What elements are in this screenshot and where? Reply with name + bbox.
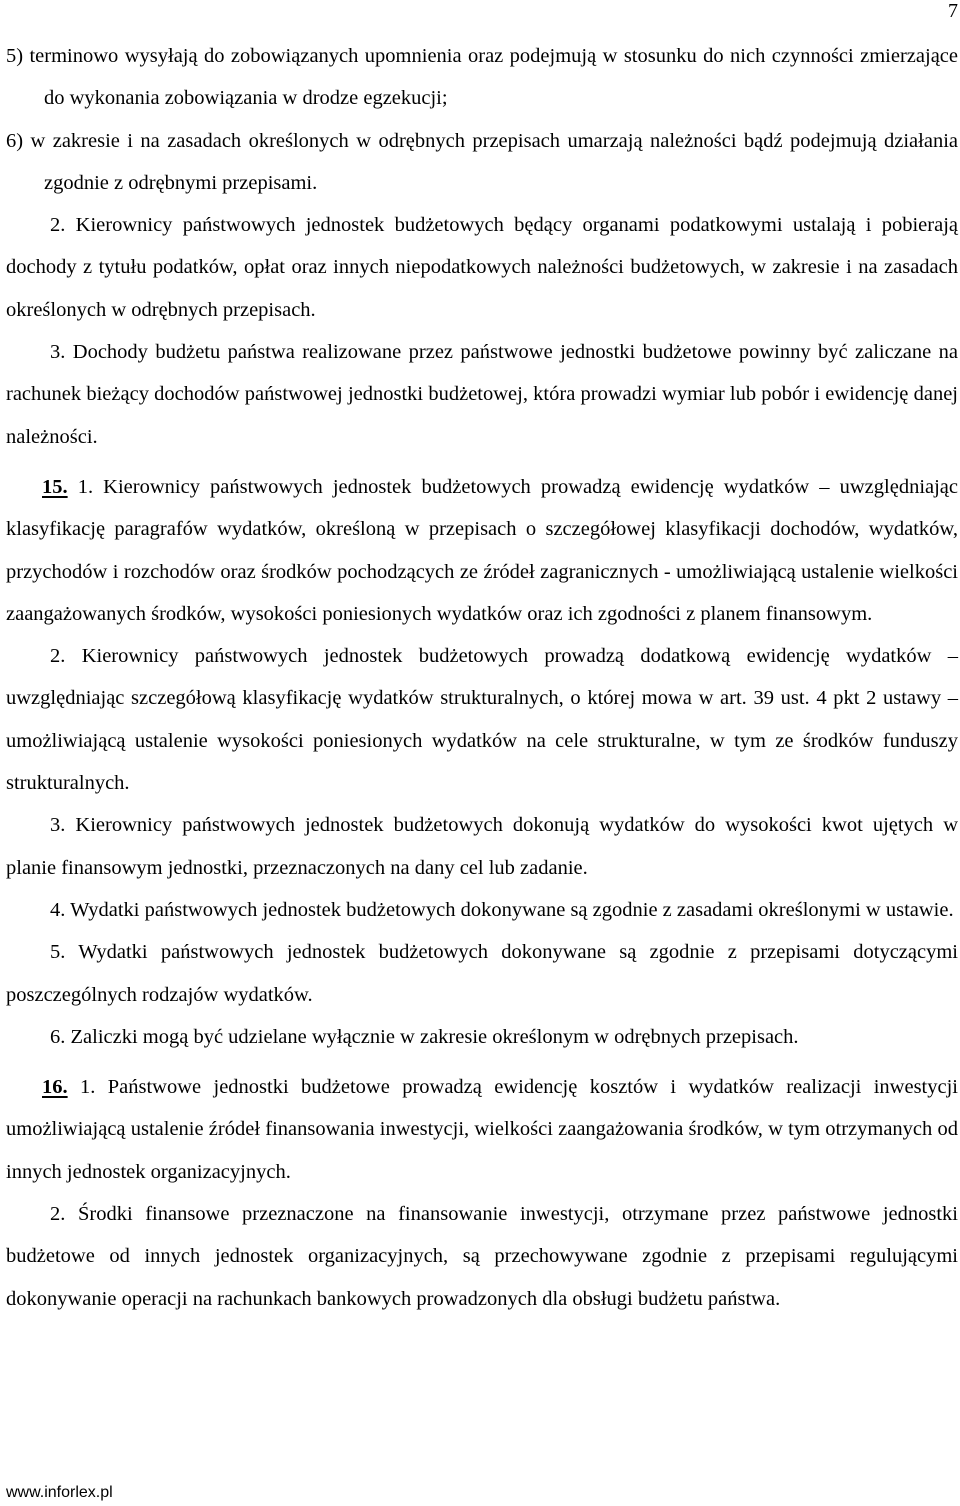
paragraph: 5. Wydatki państwowych jednostek budżetowych dokonywane są zgodnie z przepisami dotyczącymi poszczególnych rodzajów wydatków.: [6, 941, 958, 1006]
paragraph: 4. Wydatki państwowych jednostek budżetowych dokonywane są zgodnie z zasadami określonymi w ustawie.: [50, 898, 954, 921]
footer-url[interactable]: www.inforlex.pl: [6, 1484, 113, 1501]
section-16-number: 16.: [42, 1076, 68, 1099]
section-15-text: 1. Kierownicy państwowych jednostek budżetowych prowadzą ewidencję wydatków – uwzględniając klasyfikację paragrafów wydatków, określoną w przepisach o szczegółowej klasyfikacji dochodów, wydatków, przychodów i rozchodów oraz środków pochodzących ze źródeł zagranicznych - umożliwiającą ustalenie wielkości zaangażowanych środków, wysokości poniesionych wydatków oraz ich zgodności z planem finansowym.: [6, 475, 959, 625]
document-body: [6, 35, 958, 1320]
list-item: 5) terminowo wysyłają do zobowiązanych upomnienia oraz podejmują w stosunku do nich czynności zmierzające do wykonania zobowiązania w drodze egzekucji;: [6, 45, 958, 110]
paragraph: 6. Zaliczki mogą być udzielane wyłącznie w zakresie określonym w odrębnych przepisach.: [50, 1025, 799, 1048]
page-number: 7: [948, 0, 958, 22]
paragraph: 3. Dochody budżetu państwa realizowane przez państwowe jednostki budżetowe powinny być zaliczane na rachunek bieżący dochodów państwowej jednostki budżetowej, która prowadzi wymiar lub pobór i ewidencję danej należności.: [6, 341, 958, 448]
section-16-text: 1. Państwowe jednostki budżetowe prowadzą ewidencję kosztów i wydatków realizacji inwestycji umożliwiającą ustalenie źródeł finansowania inwestycji, wielkości zaangażowania środków, w tym otrzymanych od innych jednostek organizacyjnych.: [6, 1076, 958, 1183]
section-15-number: 15.: [42, 475, 68, 498]
document-page: [6, 0, 958, 1506]
list-item: 6) w zakresie i na zasadach określonych w odrębnych przepisach umarzają należności bądź podejmują działania zgodnie z odrębnymi przepisami.: [6, 129, 958, 194]
paragraph: 2. Środki finansowe przeznaczone na finansowanie inwestycji, otrzymane przez państwowe jednostki budżetowe od innych jednostek organizacyjnych, są przechowywane zgodnie z przepisami regulującymi dokonywanie operacji na rachunkach bankowych prowadzonych dla obsługi budżetu państwa.: [6, 1203, 958, 1310]
paragraph: 3. Kierownicy państwowych jednostek budżetowych dokonują wydatków do wysokości kwot ujętych w planie finansowym jednostki, przeznaczonych na dany cel lub zadanie.: [6, 814, 958, 879]
paragraph: 2. Kierownicy państwowych jednostek budżetowych prowadzą dodatkową ewidencję wydatków – uwzględniając szczegółową klasyfikację wydatków strukturalnych, o której mowa w art. 39 ust. 4 pkt 2 ustawy – umożliwiającą ustalenie wysokości poniesionych wydatków na cele strukturalne, w tym ze środków funduszy strukturalnych.: [6, 645, 958, 795]
paragraph: 2. Kierownicy państwowych jednostek budżetowych będący organami podatkowymi ustalają i pobierają dochody z tytułu podatków, opłat oraz innych niepodatkowych należności budżetowych, w zakresie i na zasadach określonych w odrębnych przepisach.: [6, 214, 958, 321]
section-16-paragraph-1: [6, 1066, 958, 1193]
section-15-paragraph-1: [6, 466, 958, 635]
